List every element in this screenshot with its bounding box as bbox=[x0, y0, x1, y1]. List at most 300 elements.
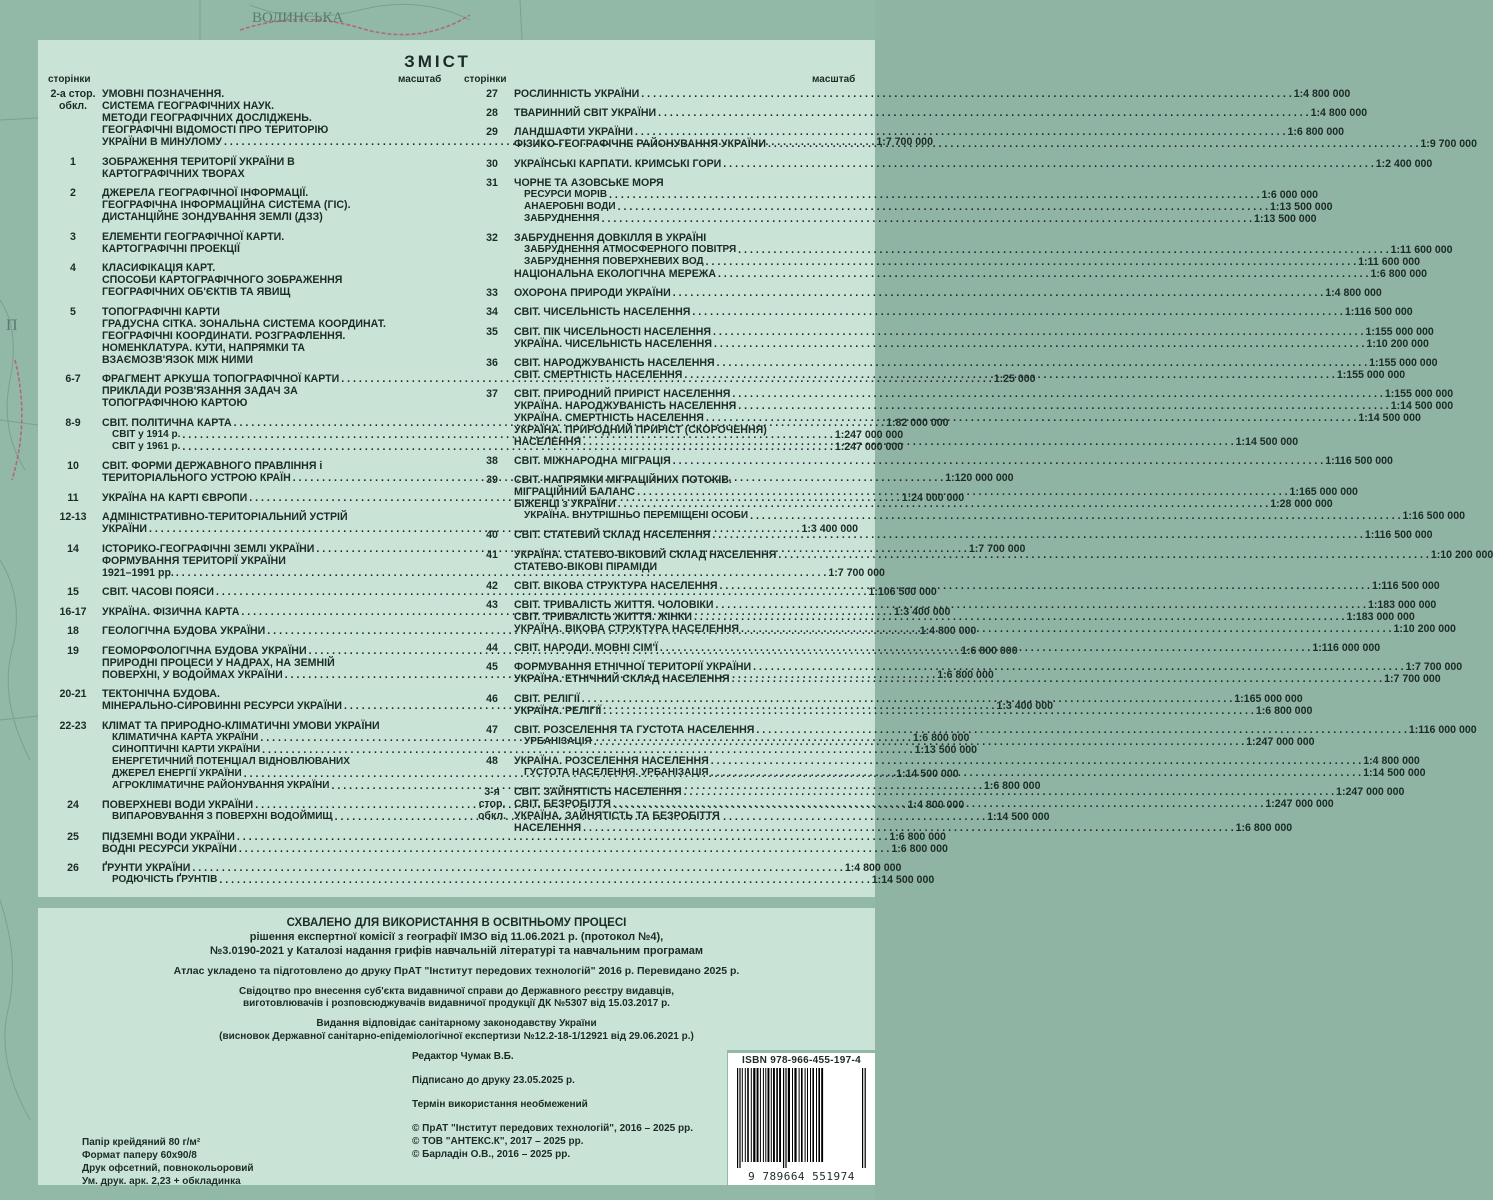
dot-leader bbox=[660, 642, 1310, 654]
toc-line bbox=[102, 124, 464, 136]
toc-page-number: 15 bbox=[67, 586, 79, 598]
barcode-bar bbox=[747, 1068, 749, 1162]
toc-line-title: СВІТ. БЕЗРОБІТТЯ bbox=[514, 798, 611, 811]
toc-line bbox=[102, 756, 464, 768]
toc-line-scale: 1:4 800 000 bbox=[1363, 754, 1420, 767]
toc-line-scale: 1:155 000 000 bbox=[1365, 325, 1434, 338]
toc-line-title: НАСЕЛЕННЯ bbox=[514, 435, 582, 448]
toc-line-title: ЗОБРАЖЕННЯ ТЕРИТОРІЇ УКРАЇНИ В bbox=[102, 155, 295, 168]
toc-line bbox=[102, 720, 464, 732]
dot-leader bbox=[732, 673, 1382, 685]
barcode-bar bbox=[779, 1068, 781, 1162]
toc-line-title: УМОВНІ ПОЗНАЧЕННЯ. bbox=[102, 88, 225, 100]
toc-line-title: КЛАСИФІКАЦІЯ КАРТ. bbox=[102, 262, 216, 274]
toc-line-title: УКРАЇНА. ЧИСЕЛЬНІСТЬ НАСЕЛЕННЯ bbox=[514, 337, 712, 350]
toc-line bbox=[514, 107, 1368, 120]
toc-line bbox=[514, 498, 1333, 511]
barcode-bar bbox=[757, 1068, 759, 1162]
toc-entry bbox=[44, 262, 464, 298]
toc-page-number: 18 bbox=[67, 625, 79, 637]
toc-line bbox=[514, 356, 1438, 369]
toc-page-number: 45 bbox=[486, 661, 498, 674]
toc-entry bbox=[470, 306, 1413, 319]
toc-line-title: ФІЗИКО-ГЕОГРАФІЧНЕ РАЙОНУВАННЯ УКРАЇНИ bbox=[514, 138, 766, 151]
right-pages-header: сторінки bbox=[464, 74, 507, 85]
toc-line-title: УКРАЇНА. СМЕРТНІСТЬ НАСЕЛЕННЯ bbox=[514, 411, 704, 424]
toc-entry bbox=[44, 306, 464, 366]
toc-page-number: 4 bbox=[70, 262, 76, 274]
toc-line-title: УКРАЇНСЬКІ КАРПАТИ. КРИМСЬКІ ГОРИ bbox=[514, 157, 722, 170]
toc-entry bbox=[470, 107, 1368, 120]
toc-line bbox=[102, 354, 464, 366]
toc-line bbox=[514, 424, 875, 436]
toc-line-title: ПОВЕРХНІ, У ВОДОЙМАХ УКРАЇНИ bbox=[102, 668, 283, 681]
toc-line-title: СТАТЕВО-ВІКОВІ ПІРАМІДИ bbox=[514, 560, 658, 573]
toc-line-scale: 1:116 500 000 bbox=[1325, 455, 1393, 468]
toc-page-number: 42 bbox=[486, 579, 498, 592]
toc-entry bbox=[44, 830, 948, 855]
toc-line-scale: 1:11 600 000 bbox=[1390, 243, 1453, 256]
barcode-bar bbox=[865, 1068, 866, 1168]
toc-line-title: РОДЮЧІСТЬ ҐРУНТІВ bbox=[112, 874, 218, 885]
barcode-bar bbox=[765, 1068, 766, 1162]
toc-line-title: ЕЛЕМЕНТИ ГЕОГРАФІЧНОЇ КАРТИ. bbox=[102, 230, 285, 243]
print-specs bbox=[82, 1136, 254, 1188]
toc-line-title: ЛАНДШАФТИ УКРАЇНИ bbox=[514, 126, 634, 139]
barcode-bar bbox=[751, 1068, 752, 1162]
toc-line-scale: 1:28 000 000 bbox=[1270, 498, 1333, 511]
toc-entry bbox=[470, 754, 1426, 779]
certificate-line-2: виготовлювачів і розповсюджувачів видавничої продукції ДК №5307 від 15.03.2017 р. bbox=[243, 998, 670, 1009]
toc-line bbox=[514, 325, 1434, 338]
toc-line-title: СВІТ. НАРОДИ. МОВНІ СІМ'Ї bbox=[514, 642, 658, 655]
toc-page-number: 5 bbox=[70, 305, 76, 318]
toc-line-title: СПОСОБИ КАРТОГРАФІЧНОГО ЗОБРАЖЕННЯ bbox=[102, 274, 343, 286]
barcode-bar bbox=[745, 1068, 746, 1162]
toc-page-number: 28 bbox=[486, 107, 498, 120]
dot-leader bbox=[192, 862, 842, 874]
toc-line-scale: 1:116 500 000 bbox=[1344, 306, 1413, 319]
toc-line bbox=[514, 692, 1303, 705]
toc-line-title: НАСЕЛЕННЯ bbox=[514, 822, 582, 835]
toc-entry bbox=[470, 157, 1433, 170]
barcode-bar bbox=[773, 1068, 775, 1162]
toc-line-scale: 1:4 800 000 bbox=[1325, 287, 1382, 300]
toc-line bbox=[514, 510, 1465, 523]
dot-leader bbox=[603, 705, 1253, 717]
toc-line-scale: 1:6 800 000 bbox=[983, 779, 1041, 792]
dot-leader bbox=[239, 843, 889, 855]
dot-leader bbox=[684, 786, 1334, 798]
dot-leader bbox=[714, 338, 1364, 350]
toc-line bbox=[514, 723, 1477, 736]
sanitary-line-2: (висновок Державної санітарно-епідеміологічної експертизи №12.2-18-1/12921 від 29.06.2021 р.) bbox=[219, 1031, 694, 1042]
toc-page-number: 41 bbox=[486, 548, 498, 561]
dot-leader bbox=[750, 510, 1400, 522]
toc-line-title: РОСЛИННІСТЬ УКРАЇНИ bbox=[514, 88, 640, 100]
toc-line bbox=[514, 200, 1333, 213]
toc-line bbox=[102, 88, 464, 100]
toc-line bbox=[102, 460, 464, 472]
toc-line-title: СВІТ. ТРИВАЛІСТЬ ЖИТТЯ. ЖІНКИ bbox=[514, 611, 692, 623]
toc-line bbox=[102, 511, 464, 523]
toc-line-scale: 1:165 000 000 bbox=[1234, 692, 1303, 705]
approval-line-1: рішення експертної комісії з географії ІМЗО від 11.06.2021 р. (протокол №4), bbox=[249, 931, 664, 943]
toc-title: ЗМІСТ bbox=[404, 52, 471, 71]
toc-line-scale: 1:247 000 000 bbox=[1265, 798, 1334, 811]
toc-line-title: УКРАЇНИ В МИНУЛОМУ bbox=[102, 136, 222, 148]
dot-leader bbox=[706, 256, 1356, 268]
toc-line-scale: 1:6 800 000 bbox=[1255, 704, 1313, 717]
toc-line-scale: 1:183 000 000 bbox=[1367, 599, 1437, 611]
dot-leader bbox=[753, 661, 1403, 673]
toc-page-number: 44 bbox=[486, 642, 498, 655]
toc-line-title: ТВАРИННИЙ СВІТ УКРАЇНИ bbox=[514, 107, 657, 120]
toc-line bbox=[514, 337, 1429, 350]
toc-page-number: 14 bbox=[67, 542, 79, 555]
dot-leader bbox=[618, 498, 1268, 510]
toc-line-title: СВІТ. МІЖНАРОДНА МІГРАЦІЯ bbox=[514, 455, 671, 468]
toc-line bbox=[102, 211, 464, 223]
toc-line bbox=[102, 874, 935, 886]
toc-line-title: УКРАЇНА. ВНУТРІШНЬО ПЕРЕМІЩЕНІ ОСОБИ bbox=[524, 510, 749, 522]
toc-line-title: ПРИРОДНІ ПРОЦЕСИ У НАДРАХ, НА ЗЕМНІЙ bbox=[102, 656, 335, 669]
toc-line-title: СВІТ. ПРИРОДНИЙ ПРИРІСТ НАСЕЛЕННЯ bbox=[514, 387, 731, 400]
toc-line-title: УКРАЇНА. НАРОДЖУВАНІСТЬ НАСЕЛЕННЯ bbox=[514, 399, 737, 412]
toc-line-scale: 1:6 800 000 bbox=[912, 731, 970, 744]
toc-line-scale: 1:14 500 000 bbox=[1363, 766, 1426, 779]
barcode-bar bbox=[818, 1068, 820, 1162]
toc-line-title: ГЕОЛОГІЧНА БУДОВА УКРАЇНИ bbox=[102, 625, 266, 637]
toc-line-scale: 1:183 000 000 bbox=[1346, 611, 1415, 623]
dot-leader bbox=[768, 138, 1418, 150]
editorial-panel bbox=[398, 1050, 727, 1185]
toc-page-number: 11 bbox=[67, 491, 79, 504]
toc-line-title: СВІТ. РЕЛІГІЇ bbox=[514, 692, 580, 705]
toc-line-title: СВІТ. ТРИВАЛІСТЬ ЖИТТЯ. ЧОЛОВІКИ bbox=[514, 599, 714, 611]
toc-page-number: 20-21 bbox=[59, 688, 87, 700]
toc-page-number: 33 bbox=[486, 287, 498, 300]
toc-line-scale: 1:2 400 000 bbox=[1375, 157, 1433, 170]
barcode-bar bbox=[771, 1068, 772, 1162]
toc-line-title: МІГРАЦІЙНИЙ БАЛАНС bbox=[514, 486, 636, 499]
toc-line-title: НОМЕНКЛАТУРА. КУТИ, НАПРЯМКИ ТА bbox=[102, 341, 305, 354]
toc-line-title: ЗАБРУДНЕННЯ ДОВКІЛЛЯ В УКРАЇНІ bbox=[514, 231, 707, 244]
toc-line-title: АДМІНІСТРАТИВНО-ТЕРИТОРІАЛЬНИЙ УСТРІЙ bbox=[102, 511, 348, 523]
toc-line-scale: 1:247 000 000 bbox=[1246, 735, 1315, 748]
toc-line-title: СВІТ. ЧИСЕЛЬНІСТЬ НАСЕЛЕННЯ bbox=[514, 306, 691, 319]
toc-line-title: УКРАЇНА. ЗАЙНЯТІСТЬ ТА БЕЗРОБІТТЯ bbox=[514, 810, 720, 823]
toc-line-scale: 1:6 800 000 bbox=[937, 668, 994, 681]
print-spec-paper: Папір крейдяний 80 г/м² bbox=[82, 1137, 201, 1148]
toc-line-scale: 1:116 000 000 bbox=[1312, 642, 1381, 655]
toc-line-title: ГЕОГРАФІЧНІ ВІДОМОСТІ ПРО ТЕРИТОРІЮ bbox=[102, 124, 329, 136]
toc-page-number: 37 bbox=[486, 387, 498, 400]
toc-line bbox=[102, 318, 464, 330]
barcode-bar bbox=[785, 1068, 786, 1168]
toc-line-scale: 1:116 500 000 bbox=[1364, 529, 1433, 542]
dot-leader bbox=[613, 798, 1263, 810]
toc-line-title: КАРТОГРАФІЧНІ ПРОЕКЦІЇ bbox=[102, 242, 240, 255]
toc-entry bbox=[470, 287, 1382, 300]
toc-line-scale: 1:155 000 000 bbox=[1384, 387, 1454, 400]
isbn-digits: 9 789664 551974 bbox=[748, 1170, 855, 1183]
toc-line-title: ГЕОГРАФІЧНА ІНФОРМАЦІЙНА СИСТЕМА (ГІС). bbox=[102, 199, 351, 211]
copyright-2: © ТОВ "АНТЕКС.К", 2017 – 2025 рр. bbox=[412, 1136, 584, 1147]
toc-line-scale: 1:4 800 000 bbox=[919, 625, 977, 637]
toc-line-scale: 1:4 800 000 bbox=[844, 862, 902, 874]
toc-line bbox=[514, 232, 875, 244]
left-pages-header: сторінки bbox=[48, 74, 91, 85]
barcode-bar bbox=[753, 1068, 755, 1162]
toc-line-title: ІСТОРИКО-ГЕОГРАФІЧНІ ЗЕМЛІ УКРАЇНИ bbox=[102, 542, 315, 555]
toc-line-title: СВІТ у 1914 р. bbox=[112, 428, 181, 440]
toc-line-scale: 1:6 800 000 bbox=[891, 842, 948, 855]
toc-line-scale: 1:9 700 000 bbox=[1420, 138, 1477, 151]
toc-line bbox=[102, 586, 937, 598]
toc-line-title: ВОДНІ РЕСУРСИ УКРАЇНИ bbox=[102, 842, 237, 855]
dot-leader bbox=[609, 189, 1259, 201]
dot-leader bbox=[756, 724, 1406, 736]
toc-line-scale: 1:14 500 000 bbox=[871, 874, 935, 886]
toc-line bbox=[102, 286, 464, 298]
toc-line-scale: 1:247 000 000 bbox=[834, 428, 904, 441]
atlas-note: Атлас укладено та підготовлено до друку ПрАТ "Інститут передових технологій" 2016 р. Перевидано 2025 р. bbox=[173, 965, 740, 977]
toc-line-title: ТОПОГРАФІЧНОЮ КАРТОЮ bbox=[102, 397, 248, 409]
toc-line-title: ФОРМУВАННЯ ТЕРИТОРІЇ УКРАЇНИ bbox=[102, 554, 286, 567]
toc-line-scale: 1:7 700 000 bbox=[968, 542, 1026, 555]
toc-line bbox=[102, 199, 464, 211]
dot-leader bbox=[711, 755, 1361, 767]
toc-line-scale: 1:116 000 000 bbox=[1408, 723, 1477, 736]
toc-line-title: УКРАЇНА. РЕЛІГІЇ bbox=[514, 704, 602, 717]
toc-entry bbox=[470, 231, 1453, 280]
toc-line bbox=[514, 754, 1420, 767]
toc-line-title: СВІТ у 1961 р. bbox=[112, 440, 181, 452]
dot-leader bbox=[717, 357, 1367, 369]
dot-leader bbox=[219, 874, 869, 886]
dot-leader bbox=[602, 213, 1252, 225]
dot-leader bbox=[641, 88, 1291, 100]
dot-leader bbox=[594, 736, 1244, 748]
toc-line bbox=[102, 342, 464, 354]
toc-line bbox=[514, 474, 875, 486]
barcode-bar bbox=[816, 1068, 817, 1162]
toc-line-scale: 1:106 500 000 bbox=[868, 586, 937, 598]
toc-line-title: КЛІМАТИЧНА КАРТА УКРАЇНИ bbox=[112, 731, 259, 743]
toc-page-number: 24 bbox=[67, 799, 79, 811]
toc-line-scale: 1:14 500 000 bbox=[896, 767, 959, 780]
toc-line-scale: 1:16 500 000 bbox=[1402, 510, 1465, 523]
toc-line-title: МІНЕРАЛЬНО-СИРОВИННІ РЕСУРСИ УКРАЇНИ bbox=[102, 700, 343, 712]
approval-line-2: №3.0190-2021 у Каталозі надання грифів навчальній літературі та навчальним програмам bbox=[210, 945, 703, 957]
toc-page-number: 35 bbox=[486, 325, 498, 338]
certificate-line-1: Свідоцтво про внесення суб'єкта видавничої справи до Державного реєстру видавців, bbox=[238, 986, 675, 997]
toc-page-number: 2-а стор. обкл. bbox=[50, 88, 96, 112]
toc-line-title: ВИПАРОВУВАННЯ З ПОВЕРХНІ ВОДОЙМИЩ bbox=[112, 811, 333, 822]
toc-page-number: 22-23 bbox=[59, 719, 87, 732]
toc-page-number: 39 bbox=[486, 474, 498, 487]
toc-line-scale: 1:14 500 000 bbox=[1390, 399, 1454, 412]
toc-line-title: УКРАЇНА. РОЗСЕЛЕННЯ НАСЕЛЕННЯ bbox=[514, 754, 709, 767]
dot-leader bbox=[658, 107, 1308, 119]
toc-line-title: БІЖЕНЦІ з УКРАЇНИ bbox=[514, 498, 616, 511]
toc-line-scale: 1:6 800 000 bbox=[1370, 267, 1428, 280]
toc-line-title: ЕНЕРГЕТИЧНИЙ ПОТЕНЦІАЛ ВІДНОВЛЮВАНИХ bbox=[112, 755, 350, 767]
toc-line-title: ДЖЕРЕЛ ЕНЕРГІЇ УКРАЇНИ bbox=[112, 767, 242, 779]
toc-entry bbox=[470, 529, 1433, 542]
toc-line-scale: 1:24 000 000 bbox=[901, 491, 965, 504]
toc-line-title: ГУСТОТА НАСЕЛЕННЯ. УРБАНІЗАЦІЯ bbox=[524, 766, 709, 778]
dot-leader bbox=[723, 158, 1373, 170]
toc-line-scale: 1:165 000 000 bbox=[1289, 486, 1358, 499]
toc-page-number: 36 bbox=[486, 356, 498, 369]
toc-line bbox=[514, 88, 1351, 100]
toc-line bbox=[514, 287, 1382, 300]
toc-line bbox=[514, 306, 1413, 319]
toc-line bbox=[514, 399, 1454, 412]
toc-line-title: ГРАДУСНА СІТКА. ЗОНАЛЬНА СИСТЕМА КООРДИНАТ. bbox=[102, 317, 386, 330]
signed-date: Підписано до друку 23.05.2025 р. bbox=[412, 1075, 575, 1086]
toc-entry bbox=[44, 231, 464, 255]
toc-page-number: 26 bbox=[67, 862, 79, 874]
toc-line-scale: 1:3 400 000 bbox=[996, 700, 1054, 712]
toc-line-scale: 1:10 200 000 bbox=[1430, 548, 1493, 561]
toc-line-title: КЛІМАТ ТА ПРИРОДНО-КЛІМАТИЧНІ УМОВИ УКРАЇНИ bbox=[102, 719, 380, 732]
toc-line-title: ФОРМУВАННЯ ЕТНІЧНОЇ ТЕРИТОРІЇ УКРАЇНИ bbox=[514, 661, 752, 674]
barcode-bar bbox=[783, 1068, 784, 1168]
toc-page-number: 3-я стор. обкл. bbox=[477, 786, 507, 823]
barcode bbox=[733, 1068, 870, 1168]
toc-entry bbox=[470, 176, 1333, 225]
toc-line bbox=[102, 842, 948, 855]
barcode-bar bbox=[821, 1068, 823, 1162]
toc-page-number: 12-13 bbox=[59, 511, 87, 523]
toc-line bbox=[102, 862, 902, 874]
toc-line-scale: 1:116 500 000 bbox=[1371, 579, 1440, 592]
toc-line bbox=[514, 661, 1463, 674]
toc-page-number: 32 bbox=[486, 231, 498, 244]
dot-leader bbox=[673, 287, 1323, 299]
toc-line-scale: 1:7 700 000 bbox=[828, 566, 885, 579]
toc-page-number: 46 bbox=[486, 692, 498, 705]
dot-leader bbox=[694, 611, 1344, 623]
toc-line-title: НАЦІОНАЛЬНА ЕКОЛОГІЧНА МЕРЕЖА bbox=[514, 267, 717, 280]
toc-line-title: УКРАЇНА. ФІЗИЧНА КАРТА bbox=[102, 605, 240, 618]
barcode-bar bbox=[792, 1068, 793, 1162]
dot-leader bbox=[732, 388, 1382, 400]
toc-line-title: ГЕОГРАФІЧНИХ ОБ'ЄКТІВ ТА ЯВИЩ bbox=[102, 286, 291, 298]
toc-line-title: 1921–1991 рр. bbox=[102, 566, 174, 579]
dot-leader bbox=[692, 306, 1342, 318]
dot-leader bbox=[718, 268, 1368, 280]
toc-page-number: 8-9 bbox=[65, 416, 81, 429]
dot-leader bbox=[738, 244, 1388, 256]
toc-page-number: 3 bbox=[70, 230, 76, 243]
toc-line-title: ЗАБРУДНЕННЯ ПОВЕРХНЕВИХ ВОД bbox=[524, 255, 704, 267]
toc-line-title: КАРТОГРАФІЧНИХ ТВОРАХ bbox=[102, 167, 245, 180]
toc-line-title: УКРАЇНА. СТАТЕВО-ВІКОВИЙ СКЛАД НАСЕЛЕННЯ bbox=[514, 548, 777, 561]
dot-leader bbox=[673, 455, 1323, 467]
toc-line bbox=[514, 455, 1393, 468]
toc-page-number: 31 bbox=[486, 176, 498, 189]
toc-line bbox=[102, 688, 464, 700]
toc-line-scale: 1:6 000 000 bbox=[1261, 188, 1319, 201]
toc-line bbox=[102, 555, 464, 567]
toc-line-title: УКРАЇНА. ВІКОВА СТРУКТУРА НАСЕЛЕННЯ bbox=[514, 623, 740, 635]
toc-line bbox=[102, 330, 464, 342]
toc-line-scale: 1:3 400 000 bbox=[801, 523, 859, 535]
usage-term: Термін використання необмежений bbox=[412, 1099, 588, 1110]
toc-entry bbox=[44, 586, 937, 598]
barcode-bar bbox=[742, 1068, 743, 1162]
toc-entry bbox=[470, 455, 1393, 468]
toc-line-title: УКРАЇНА. ЕТНІЧНИЙ СКЛАД НАСЕЛЕННЯ bbox=[514, 673, 730, 686]
right-scale-header: масштаб bbox=[812, 74, 856, 85]
toc-line bbox=[102, 156, 464, 168]
copyrights bbox=[412, 1122, 693, 1161]
toc-line bbox=[102, 779, 1041, 792]
toc-entry bbox=[44, 862, 935, 886]
barcode-bar bbox=[805, 1068, 806, 1162]
toc-page-number: 38 bbox=[486, 455, 498, 468]
toc-line-title: СВІТ. РОЗСЕЛЕННЯ ТА ГУСТОТА НАСЕЛЕННЯ bbox=[514, 723, 755, 736]
toc-line-title: ДЖЕРЕЛА ГЕОГРАФІЧНОЇ ІНФОРМАЦІЇ. bbox=[102, 187, 309, 199]
toc-page-number: 2 bbox=[70, 187, 76, 199]
toc-line-title: СИСТЕМА ГЕОГРАФІЧНИХ НАУК. bbox=[102, 100, 275, 112]
toc-line-title: ФРАГМЕНТ АРКУША ТОПОГРАФІЧНОЇ КАРТИ bbox=[102, 373, 340, 385]
toc-page-number: 25 bbox=[67, 830, 79, 843]
toc-entry bbox=[44, 156, 464, 180]
toc-line-scale: 1:25 000 bbox=[993, 373, 1036, 385]
toc-page-number: 1 bbox=[70, 155, 76, 168]
dot-leader bbox=[719, 580, 1369, 592]
toc-line-title: УКРАЇНИ bbox=[102, 523, 148, 535]
print-spec-print: Друк офсетний, повнокольоровий bbox=[82, 1163, 254, 1174]
dot-leader bbox=[583, 436, 1233, 448]
toc-line bbox=[514, 387, 1454, 400]
toc-line-title: ТОПОГРАФІЧНІ КАРТИ bbox=[102, 305, 220, 318]
barcode-bar bbox=[737, 1068, 738, 1168]
toc-line bbox=[102, 231, 464, 243]
dot-leader bbox=[711, 767, 1361, 779]
toc-line-scale: 1:13 500 000 bbox=[914, 743, 978, 756]
toc-line-title: СВІТ. ЧАСОВІ ПОЯСИ bbox=[102, 586, 214, 598]
toc-line bbox=[102, 306, 464, 318]
toc-line-scale: 1:4 800 000 bbox=[907, 799, 965, 811]
toc-page-number: 27 bbox=[486, 88, 498, 100]
toc-line-scale: 1:155 000 000 bbox=[1369, 356, 1438, 369]
toc-entry bbox=[470, 325, 1434, 350]
toc-line-title: СВІТ. ЗАЙНЯТІСТЬ НАСЕЛЕННЯ bbox=[514, 786, 682, 799]
toc-line bbox=[102, 657, 464, 669]
barcode-bar bbox=[801, 1068, 803, 1162]
toc-line-title: СИНОПТИЧНІ КАРТИ УКРАЇНИ bbox=[112, 743, 261, 755]
toc-line bbox=[514, 255, 1420, 268]
toc-entry bbox=[44, 187, 464, 223]
toc-line-title: ТЕРИТОРІАЛЬНОГО УСТРОЮ КРАЇН bbox=[102, 472, 291, 484]
toc-line-title: СВІТ. ФОРМИ ДЕРЖАВНОГО ПРАВЛІННЯ і bbox=[102, 460, 323, 472]
toc-line bbox=[102, 112, 464, 124]
dot-leader bbox=[712, 529, 1362, 541]
toc-line-title: ПОВЕРХНЕВІ ВОДИ УКРАЇНИ bbox=[102, 799, 254, 811]
map-label-top: ВОЛИНСЬКА bbox=[252, 10, 344, 26]
toc-entry bbox=[470, 88, 1351, 100]
toc-line bbox=[102, 243, 464, 255]
barcode-bar bbox=[776, 1068, 778, 1162]
toc-line-title: ГЕОГРАФІЧНІ КООРДИНАТИ. РОЗГРАФЛЕННЯ. bbox=[102, 329, 346, 342]
toc-line-scale: 1:11 600 000 bbox=[1358, 255, 1420, 268]
